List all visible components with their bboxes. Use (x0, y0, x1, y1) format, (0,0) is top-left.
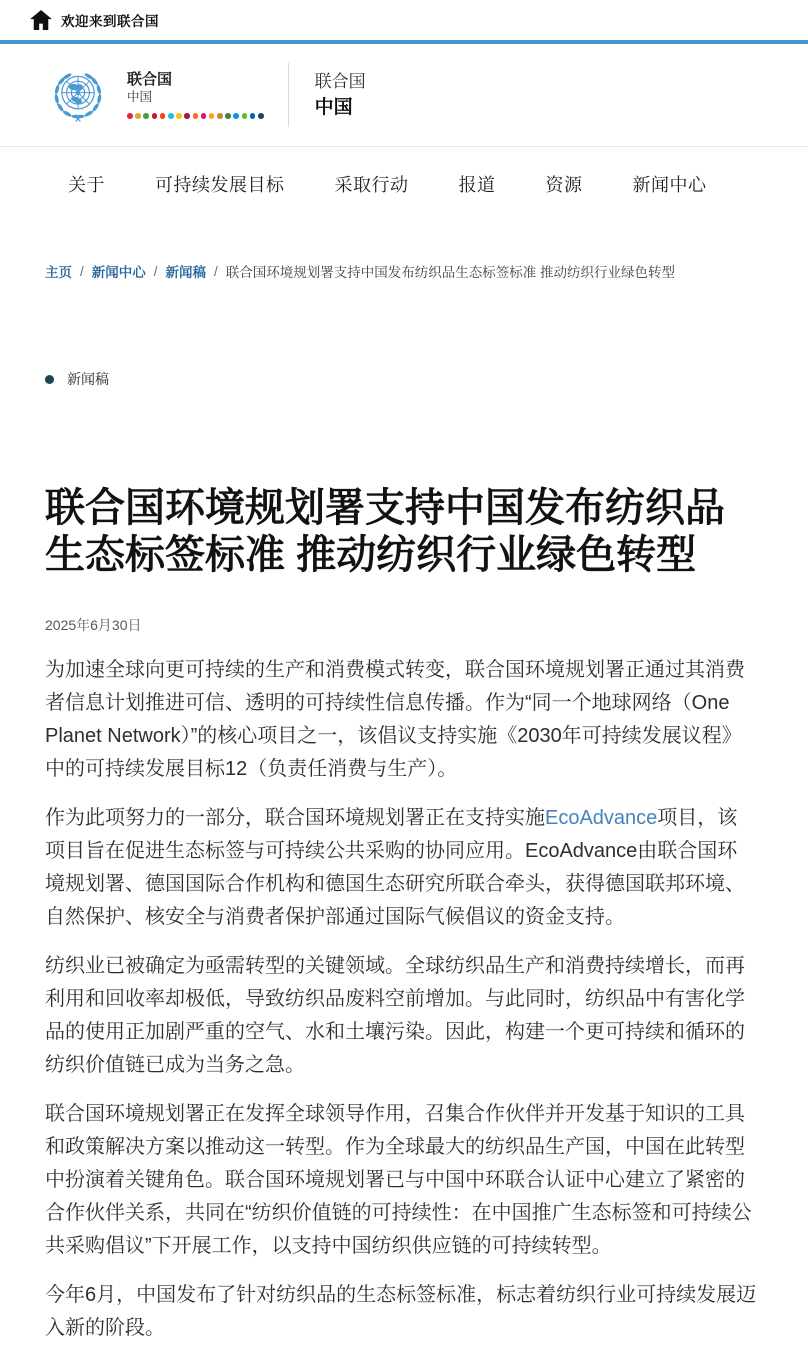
article-tag-label: 新闻稿 (67, 371, 109, 387)
article-body (45, 654, 757, 1345)
un-logo-link[interactable] (42, 59, 264, 131)
un-emblem-icon (42, 59, 114, 131)
site-title-block (315, 72, 366, 118)
logo-title: 联合国 (127, 71, 173, 89)
breadcrumb-news-centre-link[interactable]: 新闻中心 (91, 265, 146, 280)
welcome-bar (0, 0, 808, 44)
nav-item-stories[interactable]: 报道 (458, 175, 496, 195)
main-nav (0, 147, 808, 211)
article-paragraph-4: 联合国环境规划署正在发挥全球领导作用，召集合作伙伴并开发基于知识的工具和政策解决方案以推动这一转型。作为全球最大的纺织品生产国，中国在此转型中扮演着关键角色。联合国环境规划署已与中国中环联合认证中心建立了紧密的合作伙伴关系，共同在“纺织价值链的可持续性：在中国推广生态标签和可持续公共采购倡议”下开展工作，以支持中国纺织供应链的可持续转型。 (45, 1103, 752, 1257)
breadcrumb-separator: / (214, 263, 218, 279)
breadcrumb (45, 261, 790, 281)
site-name: 联合国 (314, 72, 366, 91)
logo-subtitle: 中国 (127, 90, 153, 105)
article-paragraph-1: 为加速全球向更可持续的生产和消费模式转变，联合国环境规划署正通过其消费者信息计划推进可信、透明的可持续性信息传播。作为“同一个地球网络（One Planet Network）”的核心项目之一，该倡议支持实施《2030年可持续发展议程》中的可持续发展目标12（负责任消费与生产）。 (45, 659, 745, 780)
nav-item-resources[interactable]: 资源 (545, 175, 583, 195)
header-divider (288, 63, 289, 127)
nav-item-news-centre[interactable]: 新闻中心 (632, 175, 707, 195)
breadcrumb-separator: / (80, 263, 84, 279)
nav-item-about[interactable]: 关于 (68, 175, 105, 195)
nav-item-take-action[interactable]: 采取行动 (334, 175, 409, 195)
sdg-dots (127, 113, 264, 119)
nav-item-sdgs[interactable]: 可持续发展目标 (155, 175, 285, 195)
article-date: 2025年6月30日 (45, 617, 142, 633)
paragraph-2-text-before: 作为此项努力的一部分，联合国环境规划署正在支持实施 (45, 807, 545, 829)
site-region: 中国 (314, 97, 353, 118)
breadcrumb-home-link[interactable]: 主页 (45, 265, 72, 280)
article-paragraph-2 (45, 802, 757, 934)
article-title: 联合国环境规划署支持中国发布纺织品生态标签标准 推动纺织行业绿色转型 (45, 486, 725, 577)
breadcrumb-separator: / (153, 263, 158, 279)
breadcrumb-current: 联合国环境规划署支持中国发布纺织品生态标签标准 推动纺织行业绿色转型 (225, 265, 676, 280)
site-header (0, 44, 808, 147)
ecoadvance-link[interactable]: EcoAdvance (545, 807, 658, 829)
article (0, 369, 808, 1345)
welcome-text: 欢迎来到联合国 (61, 14, 159, 29)
welcome-home-link[interactable] (30, 10, 159, 30)
tag-bullet-icon (45, 375, 54, 384)
article-paragraph-3: 纺织业已被确定为亟需转型的关键领域。全球纺织品生产和消费持续增长，而再利用和回收率却极低，导致纺织品废料空前增加。与此同时，纺织品中有害化学品的使用正加剧严重的空气、水和土壤污染。因此，构建一个更可持续和循环的纺织价值链已成为当务之急。 (45, 955, 745, 1076)
article-paragraph-5-clipped: 今年6月，中国发布了针对纺织品的生态标签标准，标志着纺织行业可持续发展迈入新的阶段。 (45, 1284, 757, 1339)
breadcrumb-press-release-link[interactable]: 新闻稿 (165, 265, 207, 280)
paragraph-2-text-after: 项目，该项目旨在促进生态标签与可持续公共采购的协同应用。EcoAdvance由联合国环境规划署、德国国际合作机构和德国生态研究所联合牵头，获得德国联邦环境、自然保护、核安全与消费者保护部通过国际气候倡议的资金支持。 (45, 807, 745, 928)
article-tag-row (45, 369, 763, 389)
home-icon (30, 10, 52, 30)
